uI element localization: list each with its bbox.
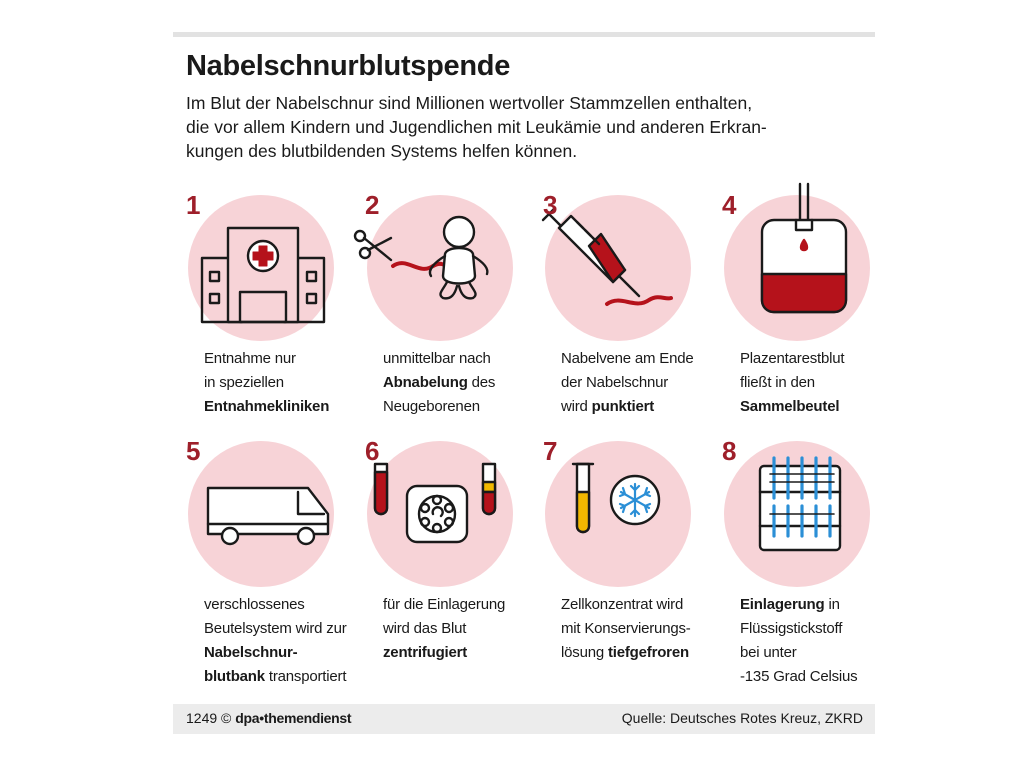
step-number: 6 <box>365 436 380 466</box>
step-description <box>740 347 910 419</box>
step-4 <box>716 190 896 450</box>
desc-line: blutbank transportiert <box>204 668 347 685</box>
subtitle-line: kungen des blutbildenden Systems helfen können. <box>186 141 578 161</box>
desc-line: Entnahme nur <box>204 350 296 367</box>
desc-line: unmittelbar nach <box>383 350 491 367</box>
desc-line: Entnahmekliniken <box>204 398 330 415</box>
step-number: 1 <box>186 190 201 220</box>
step-6 <box>359 436 539 696</box>
desc-line: Beutelsystem wird zur <box>204 620 347 637</box>
step-number: 4 <box>722 190 737 220</box>
step-description <box>204 347 374 419</box>
step-description <box>740 593 910 689</box>
desc-line: Flüssigstickstoff <box>740 620 843 637</box>
step-5 <box>180 436 360 696</box>
subtitle <box>186 91 866 163</box>
desc-line: Nabelschnur- <box>204 644 298 661</box>
step-8 <box>716 436 896 696</box>
desc-line: lösung tiefgefroren <box>561 644 689 661</box>
desc-line: Nabelvene am Ende <box>561 350 694 367</box>
desc-line: Zellkonzentrat wird <box>561 596 684 613</box>
step-description <box>561 347 731 419</box>
step-7 <box>537 436 717 696</box>
desc-line: -135 Grad Celsius <box>740 668 858 685</box>
step-2 <box>359 190 539 450</box>
top-rule <box>173 32 875 37</box>
step-description <box>561 593 731 665</box>
step-number: 5 <box>186 436 201 466</box>
step-number: 8 <box>722 436 737 466</box>
step-number: 7 <box>543 436 558 466</box>
page-title: Nabelschnurblutspende <box>186 50 511 82</box>
step-description <box>204 593 374 689</box>
source-note: Quelle: Deutsches Rotes Kreuz, ZKRD <box>621 710 863 726</box>
subtitle-line: Im Blut der Nabelschnur sind Millionen wertvoller Stammzellen enthalten, <box>186 93 753 113</box>
desc-line: Plazentarestblut <box>740 350 845 367</box>
desc-line: wird punktiert <box>561 398 655 415</box>
desc-line: der Nabelschnur <box>561 374 669 391</box>
step-1 <box>180 190 360 450</box>
subtitle-line: die vor allem Kindern und Jugendlichen mit Leukämie und anderen Erkran- <box>186 117 767 137</box>
step-number: 2 <box>365 190 380 220</box>
desc-line: Sammelbeutel <box>740 398 840 415</box>
desc-line: fließt in den <box>740 374 815 391</box>
step-number: 3 <box>543 190 558 220</box>
desc-line: bei unter <box>740 644 797 661</box>
step-3 <box>537 190 717 450</box>
graphic-code: 1249 © <box>186 710 232 726</box>
step-description <box>383 593 553 665</box>
desc-line: in speziellen <box>204 374 284 391</box>
desc-line: Neugeborenen <box>383 398 480 415</box>
footer-bar <box>173 704 875 734</box>
dpa-brand-logo: dpa•themendienst <box>235 710 352 726</box>
desc-line: zentrifugiert <box>383 644 468 661</box>
desc-line: Einlagerung in <box>740 596 840 613</box>
desc-line: mit Konservierungs- <box>561 620 691 637</box>
desc-line: verschlossenes <box>204 596 305 613</box>
desc-line: Abnabelung des <box>383 374 496 391</box>
desc-line: wird das Blut <box>383 620 467 637</box>
footer-credit <box>186 710 351 726</box>
step-description <box>383 347 553 419</box>
desc-line: für die Einlagerung <box>383 596 506 613</box>
